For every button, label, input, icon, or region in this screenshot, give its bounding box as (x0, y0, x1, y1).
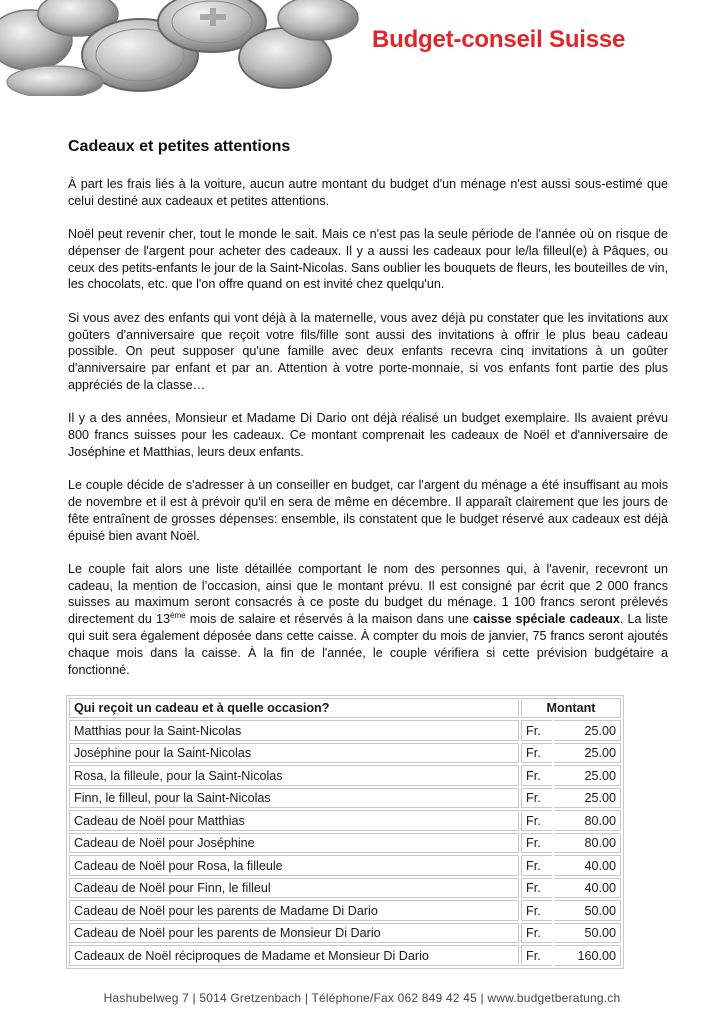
table-row (69, 743, 621, 764)
page-footer: Hashubelweg 7 | 5014 Gretzenbach | Téléphone/Fax 062 849 42 45 | www.budgetberatung.ch (103, 991, 621, 1005)
table-row (69, 855, 621, 876)
row-currency: Fr. (521, 833, 552, 854)
row-currency: Fr. (521, 720, 552, 741)
paragraph-6-superscript: ème (170, 611, 186, 621)
paragraph-6-part-a: Le couple fait alors une liste détaillée comportant le nom des personnes qui, à l'avenir, recevront un cadeau, la mention de l’occasion, ainsi que le montant prévu. Il est consigné par écrit que 2 000 francs suisses au maximum seront consacrés à ce poste du budget du ménage. 1 100 francs seront prélevés directement du 13 (68, 561, 668, 627)
page-header (0, 0, 724, 96)
paragraph-6 (68, 561, 668, 679)
row-amount: 25.00 (554, 720, 621, 741)
row-description: Cadeaux de Noël réciproques de Madame et Monsieur Di Dario (69, 945, 519, 966)
table-row (69, 900, 621, 921)
document-body (68, 138, 668, 969)
row-currency: Fr. (521, 878, 552, 899)
header-amount: Montant (521, 698, 621, 719)
row-currency: Fr. (521, 923, 552, 944)
row-amount: 50.00 (554, 923, 621, 944)
paragraph-3: Si vous avez des enfants qui vont déjà à la maternelle, vous avez déjà pu constater que les invitations aux goûters d'anniversaire que reçoit votre fils/fille sont aussi des invitations à offrir le plus beau cadeau possible. On peut supposer qu'une famille avec deux enfants recevra cinq invitations à un goûter d'anniversaire par enfant et par an. Attention à votre porte-monnaie, si vos enfants font partie des plus appréciés de la classe… (68, 310, 668, 392)
page-title: Cadeaux et petites attentions (68, 138, 291, 155)
row-amount: 80.00 (554, 810, 621, 831)
row-currency: Fr. (521, 765, 552, 786)
row-description: Rosa, la filleule, pour la Saint-Nicolas (69, 765, 519, 786)
row-description: Cadeau de Noël pour les parents de Madame Di Dario (69, 900, 519, 921)
paragraph-6-part-c: . La liste qui suit sera également déposée dans cette caisse. À compter du mois de janvier, 75 francs seront ajoutés chaque mois dans la caisse. À la fin de l'année, le couple vérifiera si cette prévision budgétaire a fonctionné. (68, 612, 669, 677)
row-currency: Fr. (521, 788, 552, 809)
paragraph-6-bold: caisse spéciale cadeaux (473, 612, 620, 627)
table-row (69, 878, 621, 899)
row-amount: 40.00 (554, 855, 621, 876)
header-description: Qui reçoit un cadeau et à quelle occasion? (69, 698, 519, 719)
row-amount: 160.00 (554, 945, 621, 966)
row-description: Joséphine pour la Saint-Nicolas (69, 743, 519, 764)
table-row (69, 833, 621, 854)
row-amount: 40.00 (554, 878, 621, 899)
row-amount: 50.00 (554, 900, 621, 921)
row-currency: Fr. (521, 855, 552, 876)
table-row (69, 788, 621, 809)
table-header-row (69, 698, 621, 719)
paragraph-2: Noël peut revenir cher, tout le monde le sait. Mais ce n'est pas la seule période de l'année où on risque de dépenser de l'argent pour acheter des cadeaux. Il y a aussi les cadeaux pour le/la filleul(e) à Pâques, ou ceux des petits-enfants le jour de la Saint-Nicolas. Sans oublier les bouquets de fleurs, les bouteilles de vin, les chocolats, etc. que l'on offre quand on est invité chez quelqu'un. (68, 227, 668, 292)
table-row (69, 810, 621, 831)
row-description: Cadeau de Noël pour Matthias (69, 810, 519, 831)
row-currency: Fr. (521, 900, 552, 921)
paragraph-1: À part les frais liés à la voiture, aucun autre montant du budget d'un ménage n'est aussi sous-estimé que celui destiné aux cadeaux et petites attentions. (68, 177, 668, 208)
table-row (69, 720, 621, 741)
paragraph-4: Il y a des années, Monsieur et Madame Di Dario ont déjà réalisé un budget exemplaire. Ils avaient prévu 800 francs suisses pour les cadeaux. Ce montant comprenait les cadeaux de Noël et d'anniversaire de Joséphine et Matthias, leurs deux enfants. (68, 411, 668, 459)
table-row (69, 923, 621, 944)
table-row (69, 765, 621, 786)
row-currency: Fr. (521, 945, 552, 966)
row-amount: 25.00 (554, 788, 621, 809)
row-description: Finn, le filleul, pour la Saint-Nicolas (69, 788, 519, 809)
row-currency: Fr. (521, 743, 552, 764)
paragraph-6-part-b: mois de salaire et réservés à la maison dans une (185, 612, 474, 627)
row-description: Cadeau de Noël pour Finn, le filleul (69, 878, 519, 899)
paragraph-5: Le couple décide de s'adresser à un conseiller en budget, car l'argent du ménage a été insuffisant au mois de novembre et il est à prévoir qu'il en sera de même en décembre. Il apparaît clairement que les jours de fête entraînent de grosses dépenses: ensemble, ils constatent que le budget réservé aux cadeaux est déjà épuisé bien avant Noël. (68, 478, 668, 543)
row-description: Cadeau de Noël pour Rosa, la filleule (69, 855, 519, 876)
row-description: Matthias pour la Saint-Nicolas (69, 720, 519, 741)
row-amount: 25.00 (554, 765, 621, 786)
swiss-coins-image (0, 0, 372, 96)
gift-table (66, 695, 624, 969)
row-description: Cadeau de Noël pour les parents de Monsieur Di Dario (69, 923, 519, 944)
row-description: Cadeau de Noël pour Joséphine (69, 833, 519, 854)
row-currency: Fr. (521, 810, 552, 831)
table-row (69, 945, 621, 966)
brand-title: Budget-conseil Suisse (372, 26, 626, 53)
table-body (69, 720, 621, 966)
row-amount: 80.00 (554, 833, 621, 854)
row-amount: 25.00 (554, 743, 621, 764)
